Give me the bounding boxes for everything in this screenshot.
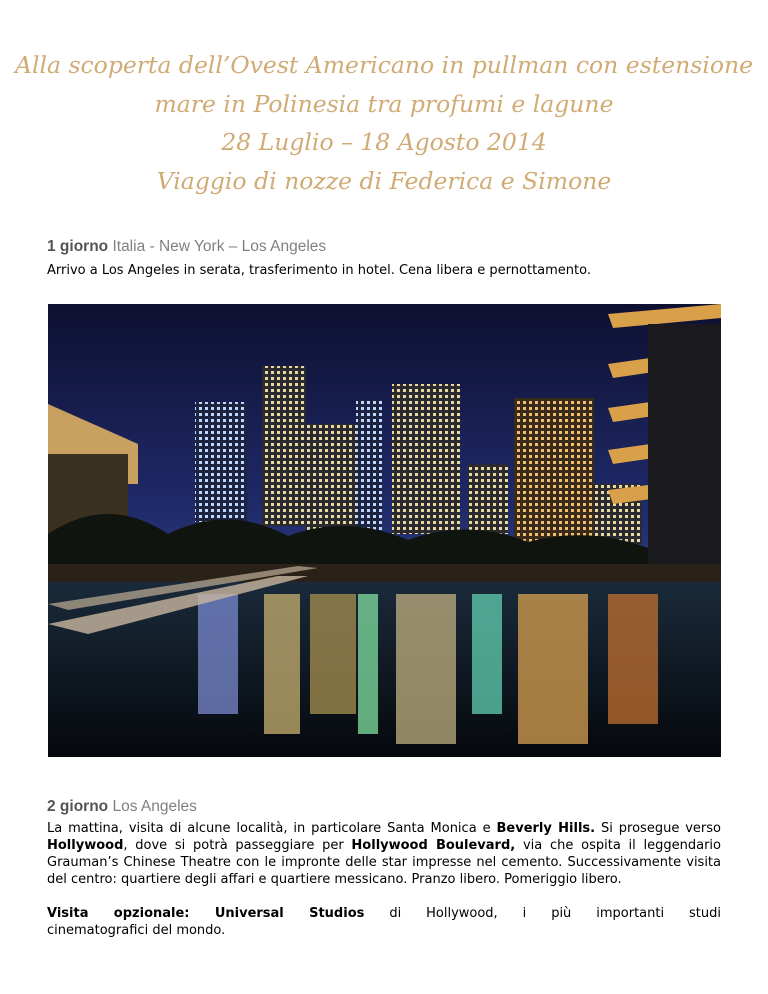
- day-2-place: Los Angeles: [112, 798, 197, 815]
- optional-visit-rest: di Hollywood, i più importanti studi: [364, 906, 721, 921]
- day-2-text-4: via che ospita il leggendario Grauman’s Chinese Theatre con le impronte delle star impresse nel cemento. Successivamente visita del centro: quartiere degli affari e quartiere messicano. Pranzo libero. Pomeriggio libero.: [47, 838, 721, 887]
- optional-visit-bold: Visita opzionale: Universal Studios: [47, 906, 365, 921]
- day-2-number: 2 giorno: [47, 798, 109, 815]
- title-line-2: mare in Polinesia tra profumi e lagune: [154, 89, 614, 118]
- title-line-1: Alla scoperta dell’Ovest Americano in pullman con estensione: [14, 51, 754, 79]
- day-1-heading: [47, 238, 326, 256]
- day-1-place: Italia - New York – Los Angeles: [112, 238, 327, 255]
- hollywood-bold: Hollywood: [47, 838, 124, 853]
- day-2-text-1: La mattina, visita di alcune località, in particolare Santa Monica e: [47, 821, 497, 836]
- optional-visit-line: [47, 905, 721, 922]
- title-line-3: 28 Luglio – 18 Agosto 2014: [221, 128, 547, 156]
- day-1-text: Arrivo a Los Angeles in serata, trasferimento in hotel. Cena libera e pernottamento.: [47, 263, 591, 278]
- day-2-text-2: Si prosegue verso: [595, 821, 721, 836]
- optional-visit-line-2: cinematografici del mondo.: [47, 923, 226, 938]
- title-line-4: Viaggio di nozze di Federica e Simone: [156, 166, 612, 195]
- day-2-text-3: , dove si potrà passeggiare per: [123, 838, 352, 853]
- day-2-description: [47, 820, 721, 888]
- beverly-hills-bold: Beverly Hills.: [496, 821, 596, 836]
- day-2-heading: [47, 798, 197, 816]
- hollywood-boulevard-bold: Hollywood Boulevard,: [351, 838, 516, 853]
- trip-title: [0, 46, 768, 200]
- los-angeles-skyline-photo: [48, 304, 721, 757]
- day-1-number: 1 giorno: [47, 238, 109, 255]
